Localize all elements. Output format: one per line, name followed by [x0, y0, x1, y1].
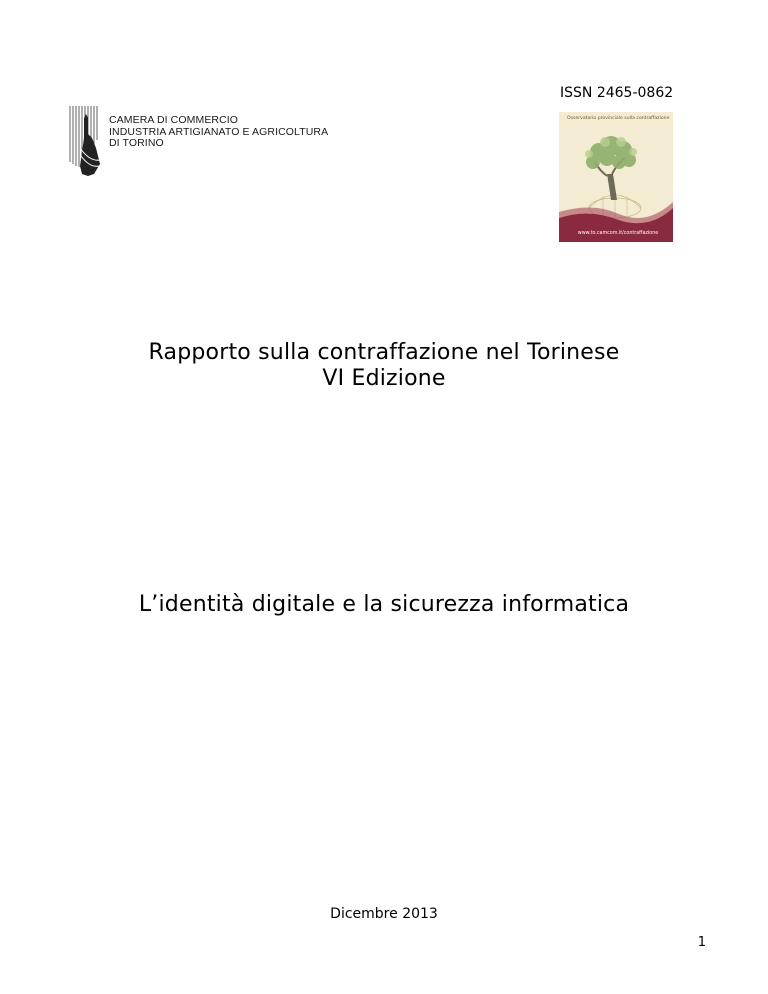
logo-line-2: INDUSTRIA ARTIGIANATO E AGRICOLTURA	[109, 125, 329, 138]
title-line-2: VI Edizione	[322, 366, 446, 391]
badge-url: www.to.camcom.it/contraffazione	[577, 231, 659, 236]
publication-date: Dicembre 2013	[330, 906, 438, 922]
logo-line-3: DI TORINO	[109, 137, 164, 149]
logo-line-1: CAMERA DI COMMERCIO	[109, 114, 239, 126]
document-title	[0, 340, 768, 392]
title-line-1: Rapporto sulla contraffazione nel Torinese	[148, 340, 620, 365]
document-subtitle: L’identità digitale e la sicurezza informatica	[138, 592, 630, 617]
tree-globe-icon	[559, 112, 673, 242]
camera-di-commercio-logo	[66, 104, 328, 178]
badge-title: Osservatorio provinciale sulla contraffazione	[567, 116, 670, 121]
camera-di-commercio-logo-icon	[66, 104, 106, 176]
osservatorio-badge	[559, 112, 673, 242]
page-number: 1	[697, 935, 706, 950]
camera-di-commercio-name	[109, 115, 329, 150]
issn-label: ISSN 2465-0862	[560, 85, 674, 101]
